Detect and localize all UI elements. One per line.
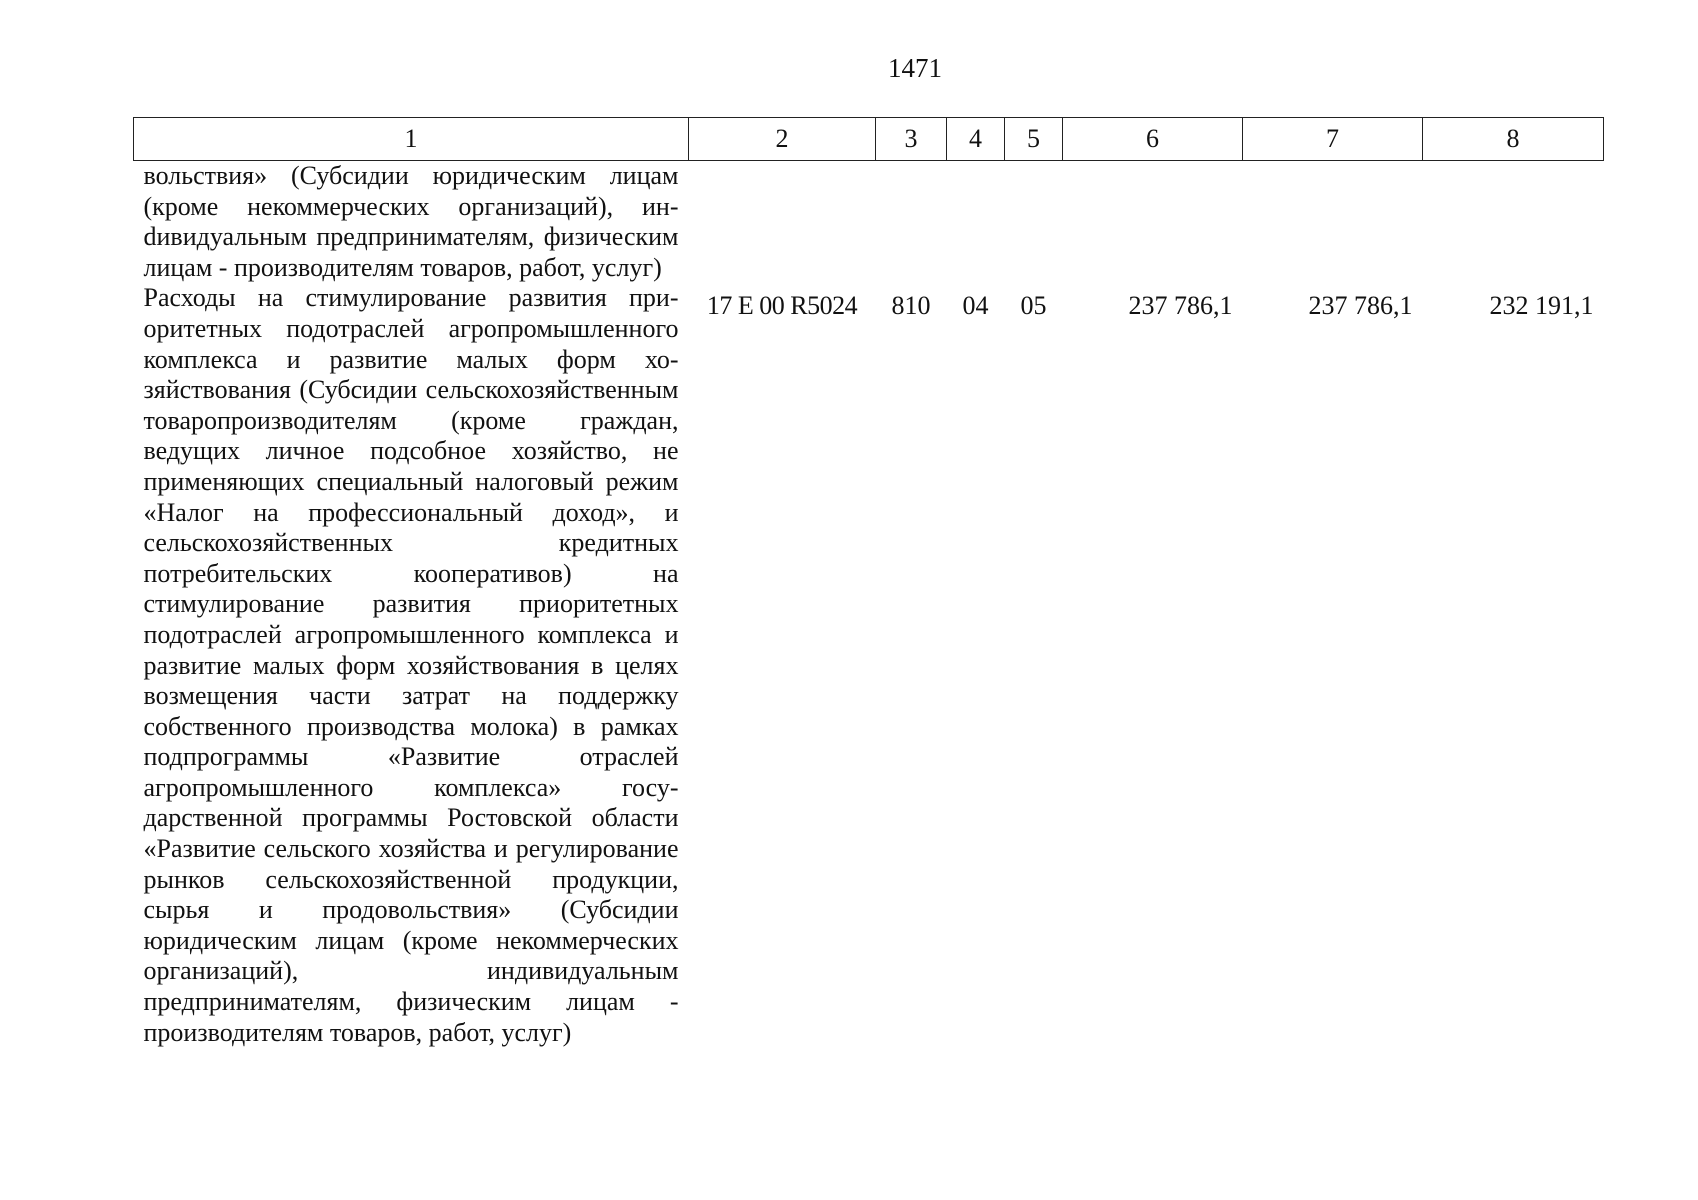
row-col3: 810: [891, 291, 931, 321]
column-header-7: 7: [1243, 118, 1423, 161]
row-col8: 232 191,1: [1489, 291, 1594, 321]
row-code: [689, 161, 876, 284]
table-row: [134, 283, 1604, 1048]
row-col8: [1423, 161, 1604, 284]
column-header-1: 1: [134, 118, 689, 161]
row-col6: 237 786,1: [1128, 291, 1233, 321]
row-col5: [1005, 161, 1063, 284]
row-col3: [876, 161, 947, 284]
row-code: 17 Е 00 R5024: [706, 291, 858, 321]
table-row: [134, 161, 1604, 284]
budget-table: [133, 117, 1604, 1048]
column-header-8: 8: [1423, 118, 1604, 161]
page-number: 1471: [888, 53, 942, 83]
row-col7: 237 786,1: [1308, 291, 1413, 321]
row-description: вольствия» (Субсидии юридическим лицам (кроме некоммерческих организаций), инdивидуальным предпринимателям, физическим лицам - производителям товаров, работ, услуг): [143, 161, 679, 282]
header-row: [134, 118, 1604, 161]
column-header-4: 4: [947, 118, 1005, 161]
row-col5: 05: [1020, 291, 1047, 321]
row-col6: [1063, 161, 1243, 284]
row-col4: [947, 161, 1005, 284]
column-header-6: 6: [1063, 118, 1243, 161]
row-description: Расходы на стимулирование развития приоритетных подотраслей агропромышленного комплекса и развитие малых форм хозяйствования (Субсидии сельскохозяйственным товаропроизводителям (кроме граждан, ведущих личное подсобное хозяйство, не применяющих специальный налоговый режим «Налог на профессиональный доход», и сельскохозяйственных кредитных потребительских кооперативов) на стимулирование развития приоритетных подотраслей агропромышленного комплекса и развитие малых форм хозяйствования в целях возмещения части затрат на поддержку собственного производства молока) в рамках подпрограммы «Развитие отраслей агропромышленного комплекса» государственной программы Ростовской области «Развитие сельского хозяйства и регулирование рынков сельскохозяйственной продукции, сырья и продовольствия» (Субсидии юридическим лицам (кроме некоммерческих организаций), индивидуальным предпринимателям, физическим лицам - производителям товаров, работ, услуг): [143, 283, 679, 1047]
column-header-5: 5: [1005, 118, 1063, 161]
column-header-2: 2: [689, 118, 876, 161]
column-header-3: 3: [876, 118, 947, 161]
row-col7: [1243, 161, 1423, 284]
row-col4: 04: [962, 291, 989, 321]
